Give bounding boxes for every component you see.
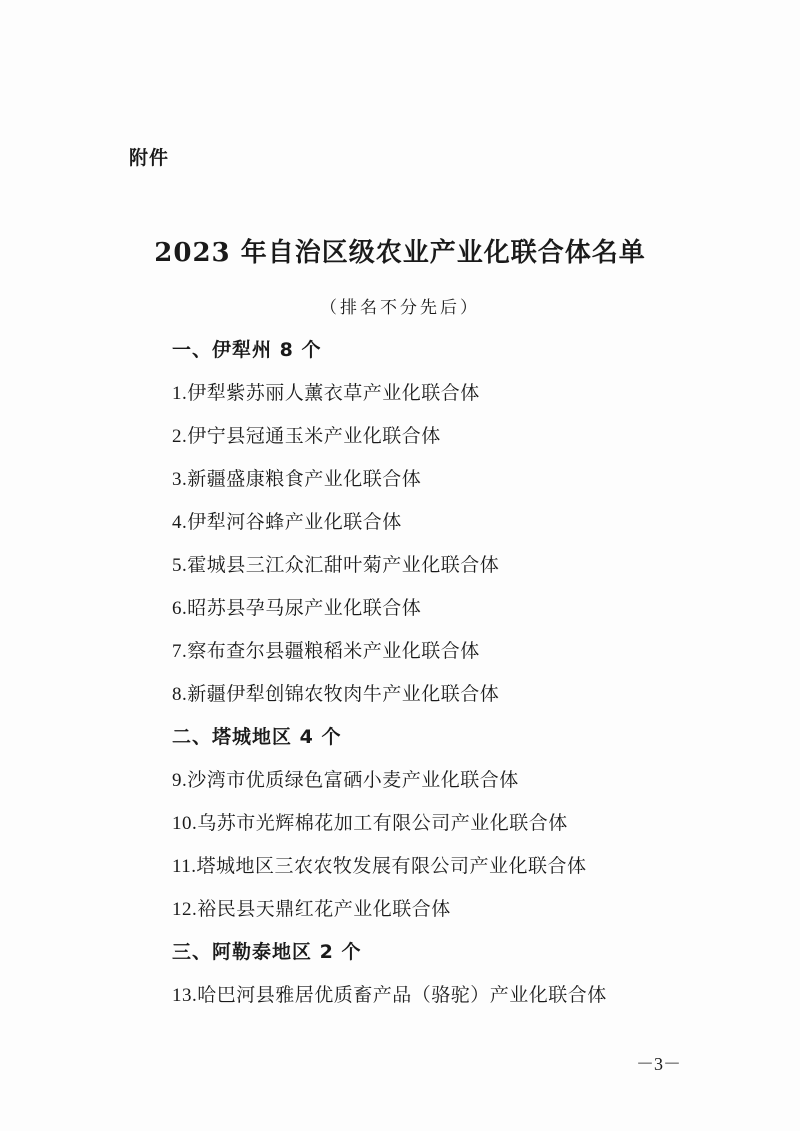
- page-number: －3－: [636, 1054, 681, 1074]
- list-item: [172, 379, 762, 422]
- item-number: 8.: [172, 684, 188, 705]
- attachment-label: 附件: [129, 147, 170, 169]
- item-number: 2.: [172, 426, 188, 447]
- item-name: 霍城县三江众汇甜叶菊产业化联合体: [187, 554, 500, 576]
- item-name: 伊犁紫苏丽人薰衣草产业化联合体: [187, 382, 480, 404]
- list-item: [172, 766, 762, 809]
- document-subtitle: （排名不分先后）: [320, 298, 480, 318]
- list-item: [172, 422, 762, 465]
- item-name: 伊宁县冠通玉米产业化联合体: [187, 425, 441, 447]
- item-number: 12.: [172, 899, 198, 920]
- item-name: 昭苏县孕马尿产业化联合体: [187, 597, 422, 619]
- list-item: [172, 809, 762, 852]
- item-number: 10.: [172, 813, 198, 834]
- section-heading-tacheng: 二、塔城地区 4 个: [172, 726, 342, 748]
- item-number: 1.: [172, 383, 188, 404]
- item-name: 新疆盛康粮食产业化联合体: [187, 468, 422, 490]
- document-title: 2023 年自治区级农业产业化联合体名单: [154, 238, 646, 268]
- item-name: 哈巴河县雅居优质畜产品（骆驼）产业化联合体: [197, 984, 607, 1006]
- item-name: 伊犁河谷蜂产业化联合体: [187, 511, 402, 533]
- section-heading-yili: 一、伊犁州 8 个: [172, 339, 322, 361]
- item-name: 新疆伊犁创锦农牧肉牛产业化联合体: [187, 683, 500, 705]
- item-number: 13.: [172, 985, 198, 1006]
- item-name: 裕民县天鼎红花产业化联合体: [197, 898, 451, 920]
- list-item: [172, 895, 762, 938]
- item-name: 塔城地区三农农牧发展有限公司产业化联合体: [196, 855, 587, 877]
- list-item: [172, 981, 762, 1024]
- list-item: [172, 465, 762, 508]
- item-number: 7.: [172, 641, 188, 662]
- item-name: 察布查尔县疆粮稻米产业化联合体: [187, 640, 480, 662]
- list-item: [172, 594, 762, 637]
- list-item: [172, 852, 762, 895]
- list-content: [172, 336, 762, 1024]
- list-item: [172, 551, 762, 594]
- item-number: 4.: [172, 512, 188, 533]
- list-item: [172, 680, 762, 723]
- item-number: 3.: [172, 469, 188, 490]
- item-number: 5.: [172, 555, 188, 576]
- item-number: 6.: [172, 598, 188, 619]
- item-name: 乌苏市光辉棉花加工有限公司产业化联合体: [197, 812, 568, 834]
- item-name: 沙湾市优质绿色富硒小麦产业化联合体: [187, 769, 519, 791]
- item-number: 9.: [172, 770, 188, 791]
- list-item: [172, 637, 762, 680]
- item-number: 11.: [172, 856, 197, 877]
- list-item: [172, 508, 762, 551]
- section-heading-altay: 三、阿勒泰地区 2 个: [172, 941, 362, 963]
